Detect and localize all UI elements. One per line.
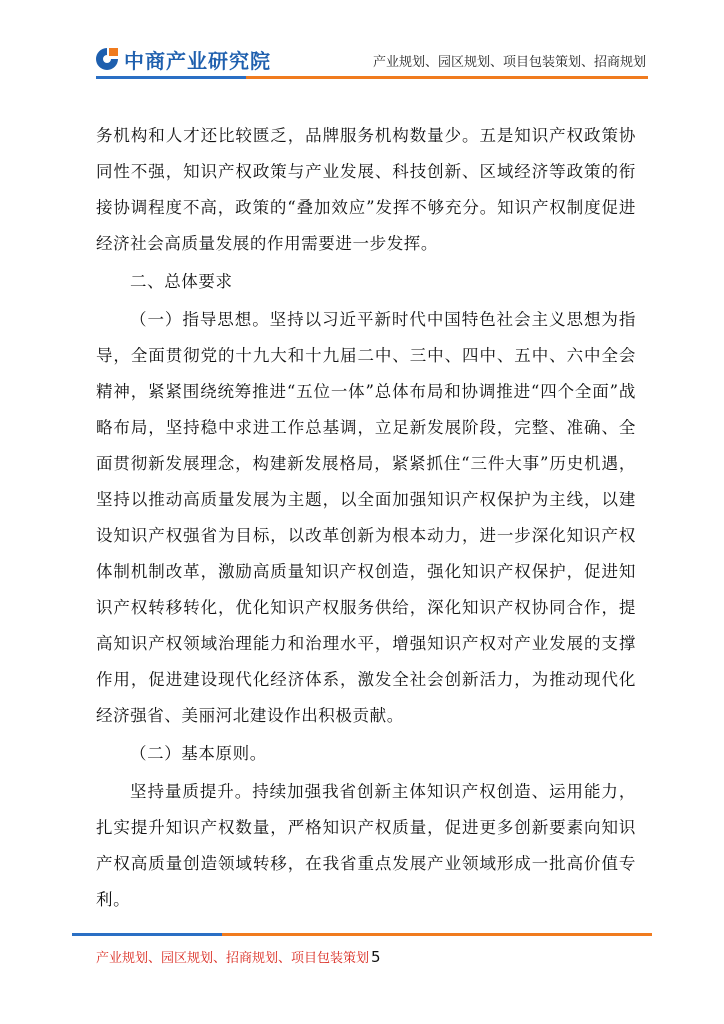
footer-rule-blue (72, 933, 222, 936)
page-number: 5 (371, 948, 381, 966)
body-paragraph: 坚持量质提升。持续加强我省创新主体知识产权创造、运用能力，扎实提升知识产权数量，严格知识产权质量，促进更多创新要素向知识产权高质量创造领域转移，在我省重点发展产业领域形成一批高价值专利。 (96, 782, 636, 909)
footer-rule-orange (222, 933, 652, 936)
page-header (0, 0, 724, 90)
body-paragraph: （一）指导思想。坚持以习近平新时代中国特色社会主义思想为指导，全面贯彻党的十九大和十九届二中、三中、四中、五中、六中全会精神，紧紧围绕统筹推进“五位一体”总体布局和协调推进“四个全面”战略布局，坚持稳中求进工作总基调，立足新发展阶段，完整、准确、全面贯彻新发展理念，构建新发展格局，紧紧抓住“三件大事”历史机遇，坚持以推动高质量发展为主题，以全面加强知识产权保护为主线，以建设知识产权强省为目标，以改革创新为根本动力，进一步深化知识产权体制机制改革，激励高质量知识产权创造，强化知识产权保护，促进知识产权转移转化，优化知识产权服务供给，深化知识产权协同合作，提高知识产权领域治理能力和治理水平，增强知识产权对产业发展的支撑作用，促进建设现代化经济体系，激发全社会创新活力，为推动现代化经济强省、美丽河北建设作出积极贡献。 (96, 310, 636, 725)
logo-icon (94, 46, 120, 72)
document-body (96, 118, 636, 920)
subsection-heading: （二）基本原则。 (130, 744, 267, 763)
header-rule-blue (96, 76, 246, 79)
brand-logo (94, 44, 271, 74)
page-footer (96, 947, 381, 966)
logo-text: 中商产业研究院 (124, 48, 271, 73)
footer-tagline: 产业规划、园区规划、招商规划、项目包装策划 (96, 951, 370, 966)
body-paragraph: 务机构和人才还比较匮乏，品牌服务机构数量少。五是知识产权政策协同性不强，知识产权政策与产业发展、科技创新、区域经济等政策的衔接协调程度不高，政策的“叠加效应”发挥不够充分。知识产权制度促进经济社会高质量发展的作用需要进一步发挥。 (96, 126, 636, 253)
header-rule-orange (246, 76, 648, 79)
section-heading: 二、总体要求 (130, 272, 233, 291)
header-tagline: 产业规划、园区规划、项目包装策划、招商规划 (372, 55, 646, 70)
